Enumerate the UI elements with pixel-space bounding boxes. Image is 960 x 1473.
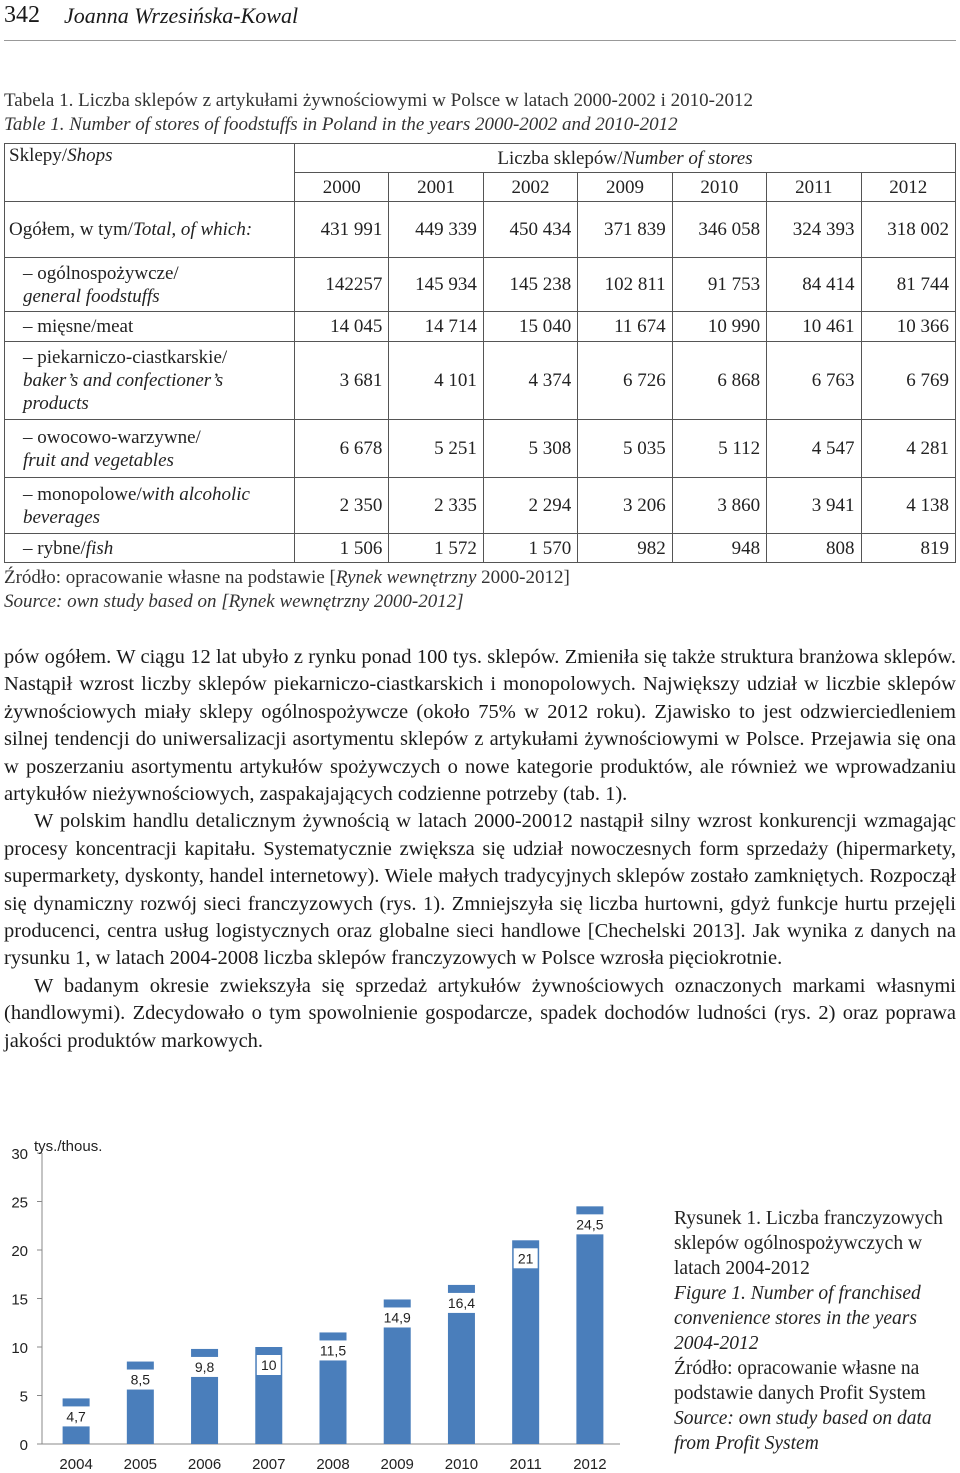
year-header: 2000 [295, 173, 389, 202]
table-cell: 10 461 [767, 312, 861, 342]
table-cell: 6 763 [767, 342, 861, 420]
table-cell: 4 101 [389, 342, 483, 420]
y-tick-label: 0 [19, 1437, 28, 1454]
year-header: 2012 [861, 173, 955, 202]
x-tick-label: 2005 [123, 1456, 158, 1472]
table-cell: 145 934 [389, 258, 483, 312]
x-tick-label: 2010 [444, 1456, 479, 1472]
table-cell: 3 206 [578, 478, 672, 534]
x-tick-label: 2009 [380, 1456, 414, 1472]
table-cell: 6 868 [672, 342, 766, 420]
table-cell: 5 251 [389, 420, 483, 478]
x-tick-label: 2012 [573, 1456, 607, 1472]
year-header: 2009 [578, 173, 672, 202]
table-header-row [5, 144, 956, 173]
table-cell: 3 681 [295, 342, 389, 420]
table-row [5, 478, 956, 534]
table-cell: 324 393 [767, 202, 861, 258]
table-cell: 2 350 [295, 478, 389, 534]
table-cell: 4 374 [483, 342, 577, 420]
body-text [4, 644, 956, 1055]
data-label: 11,5 [319, 1342, 347, 1359]
table-cell: 2 335 [389, 478, 483, 534]
year-header: 2001 [389, 173, 483, 202]
table-row [5, 420, 956, 478]
table-cell: 102 811 [578, 258, 672, 312]
table-cell: 4 281 [861, 420, 955, 478]
figure-caption-pl: Rysunek 1. Liczba franczyzowych sklepów ogólnospożywczych w latach 2004-2012 [674, 1208, 943, 1279]
table-row [5, 342, 956, 420]
y-axis-label: tys./thous. [34, 1138, 103, 1155]
row-label: – monopolowe/with alcoholic beverages [5, 478, 295, 534]
y-tick-label: 5 [19, 1388, 28, 1406]
data-label: 10 [260, 1357, 277, 1373]
y-tick-label: 10 [11, 1340, 28, 1357]
table-cell: 982 [578, 534, 672, 563]
table-cell: 14 045 [295, 312, 389, 342]
table-cell: 6 726 [578, 342, 672, 420]
row-label: – ogólnospożywcze/ general foodstuffs [5, 258, 295, 312]
data-label: 9,8 [194, 1358, 215, 1375]
table-cell: 84 414 [767, 258, 861, 312]
table-cell: 431 991 [295, 202, 389, 258]
x-tick-label: 2008 [316, 1456, 350, 1472]
table-row [5, 202, 956, 258]
table-source-en: Source: own study based on [Rynek wewnętrzny 2000-2012] [4, 591, 464, 612]
page-number: 342 [4, 2, 40, 28]
x-tick-label: 2011 [509, 1456, 542, 1472]
x-tick-label: 2006 [187, 1456, 222, 1472]
table-cell: 4 138 [861, 478, 955, 534]
row-label: – piekarniczo-ciastkarskie/ baker’s and confectioner’s products [5, 342, 295, 420]
data-label: 14,9 [383, 1309, 411, 1326]
table-cell: 2 294 [483, 478, 577, 534]
row-label: Ogółem, w tym/Total, of which: [5, 202, 295, 258]
year-header: 2010 [672, 173, 766, 202]
figure-caption-en: Figure 1. Number of franchised convenience stores in the years 2004-2012 [674, 1283, 921, 1354]
page-header [4, 0, 956, 41]
y-tick-label: 30 [11, 1146, 28, 1163]
data-label: 8,5 [130, 1371, 151, 1388]
table-cell: 948 [672, 534, 766, 563]
header-number-of-stores: Liczba sklepów/Number of stores [295, 144, 956, 173]
table-cell: 145 238 [483, 258, 577, 312]
table-cell: 5 308 [483, 420, 577, 478]
table-cell: 10 366 [861, 312, 955, 342]
table-cell: 3 860 [672, 478, 766, 534]
data-label: 16,4 [447, 1294, 476, 1311]
y-tick-label: 15 [11, 1291, 28, 1309]
table-cell: 11 674 [578, 312, 672, 342]
franchise-bar-chart [0, 1132, 640, 1472]
table-cell: 4 547 [767, 420, 861, 478]
table-cell: 91 753 [672, 258, 766, 312]
table-cell: 10 990 [672, 312, 766, 342]
header-shops: Sklepy/Shops [5, 144, 295, 202]
table-source-pl: Źródło: opracowanie własne na podstawie [Rynek wewnętrzny 2000-2012] [4, 567, 570, 588]
figure-source-pl: Źródło: opracowanie własne na podstawie danych Profit System [674, 1358, 926, 1404]
table-cell: 819 [861, 534, 955, 563]
table-cell: 14 714 [389, 312, 483, 342]
table-cell: 449 339 [389, 202, 483, 258]
bar [512, 1240, 539, 1444]
bar [576, 1206, 603, 1444]
row-label: – mięsne/meat [5, 312, 295, 342]
table-cell: 808 [767, 534, 861, 563]
table-caption-pl: Tabela 1. Liczba sklepów z artykułami żywnościowymi w Polsce w latach 2000-2002 i 2010-2012 [4, 90, 753, 111]
table-row [5, 534, 956, 563]
stores-table [4, 143, 956, 563]
table-cell: 1 570 [483, 534, 577, 563]
paragraph-3: W badanym okresie zwiekszyła się sprzedaż artykułów żywnościowych oznaczonych markami własnymi (handlowymi). Zdecydowało o tym spowolnienie gospodarcze, spadek dochodów ludności (rys. 2) oraz poprawa jakości produktów markowych. [4, 974, 956, 1052]
data-label: 24,5 [576, 1216, 604, 1233]
table-cell: 318 002 [861, 202, 955, 258]
table-cell: 5 035 [578, 420, 672, 478]
table-cell: 450 434 [483, 202, 577, 258]
row-label: – rybne/fish [5, 534, 295, 563]
x-tick-label: 2004 [59, 1456, 93, 1472]
year-header: 2002 [483, 173, 577, 202]
table-cell: 371 839 [578, 202, 672, 258]
row-label: – owocowo-warzywne/ fruit and vegetables [5, 420, 295, 478]
table-cell: 1 506 [295, 534, 389, 563]
table-row [5, 312, 956, 342]
y-tick-label: 20 [11, 1243, 28, 1260]
table-caption-en: Table 1. Number of stores of foodstuffs in Poland in the years 2000-2002 and 2010-2012 [4, 114, 678, 135]
paragraph-2: W polskim handlu detalicznym żywnością w latach 2000-20012 nastąpił silny wzrost konkurencji wzmagając procesy koncentracji kapitału. Systematycznie zwiększa się udział nowoczesnych form sprzedaży (hipermarkety, supermarkety, dyskonty, handel internetowy). Wiele małych tradycyjnych sklepów zostało zamkniętych. Rozpoczął się dynamiczny rozwój sieci franczyzowych (rys. 1). Zmniejszyła się liczba hurtowni, gdyż funkcje hurtu przejęli producenci, centra usług logistycznych oraz globalne sieci handlowe [Chechelski 2013]. Jak wynika z danych na rysunku 1, w latach 2004-2008 liczba sklepów franczyzowych w Polsce wzrosła pięciokrotnie. [4, 810, 956, 970]
paragraph-1: pów ogółem. W ciągu 12 lat ubyło z rynku ponad 100 tys. sklepów. Zmieniła się także struktura branżowa sklepów. Nastąpił wzrost liczby sklepów piekarniczo-ciastkarskich i monopolowych. Największy udział w liczbie sklepów żywnościowych miały sklepy ogólnospożywcze (około 75% w 2012 roku). Zjawisko to jest odzwierciedleniem silnej tendencji do uniwersalizacji asortymentu sklepów z artykułami żywnościowymi w Polsce. Przejawia się ona w poszerzaniu asortymentu artykułów spożywczych o nowe kategorie produktów, ale również we wprowadzaniu artykułów nieżywnościowych, zaspakajających codzienne potrzeby (tab. 1). [4, 646, 956, 806]
data-label: 4,7 [66, 1408, 86, 1425]
table-cell: 1 572 [389, 534, 483, 563]
x-tick-label: 2007 [252, 1456, 286, 1472]
table-cell: 15 040 [483, 312, 577, 342]
table-cell: 6 678 [295, 420, 389, 478]
author-name: Joanna Wrzesińska-Kowal [64, 3, 299, 28]
figure-source-en: Source: own study based on data from Profit System [674, 1408, 932, 1454]
year-header: 2011 [767, 173, 861, 202]
figure-caption [674, 1206, 958, 1456]
table-cell: 142257 [295, 258, 389, 312]
y-tick-label: 25 [11, 1194, 28, 1212]
table-cell: 5 112 [672, 420, 766, 478]
table-cell: 346 058 [672, 202, 766, 258]
table-row [5, 258, 956, 312]
table-cell: 3 941 [767, 478, 861, 534]
table-cell: 6 769 [861, 342, 955, 420]
table-cell: 81 744 [861, 258, 955, 312]
data-label: 21 [517, 1250, 534, 1267]
